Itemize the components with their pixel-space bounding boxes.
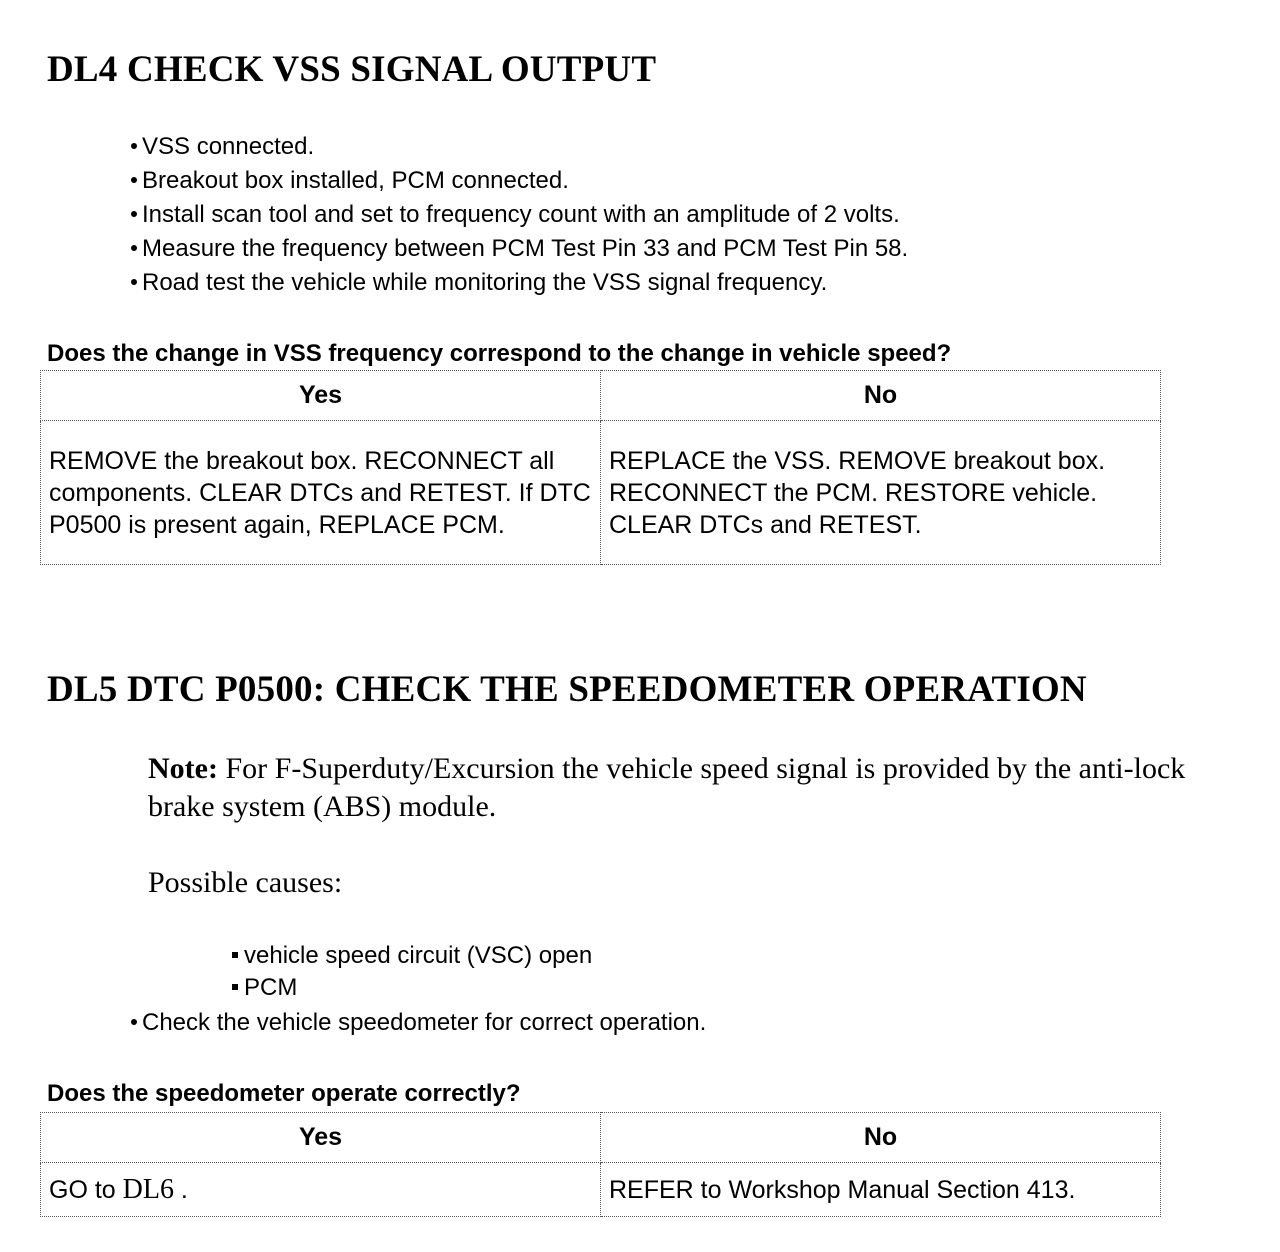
dl6-link[interactable]: DL6 — [122, 1173, 174, 1205]
list-item: Breakout box installed, PCM connected. — [131, 164, 908, 198]
no-action-cell: REFER to Workshop Manual Section 413. — [601, 1163, 1161, 1217]
dl4-heading: DL4 CHECK VSS SIGNAL OUTPUT — [47, 49, 657, 90]
bullet-icon — [131, 1019, 137, 1025]
list-item: PCM — [232, 972, 592, 1004]
yes-action-cell: GO to DL6 . — [41, 1163, 601, 1217]
note-label: Note: — [148, 752, 218, 785]
dl5-question: Does the speedometer operate correctly? — [47, 1080, 521, 1107]
dl4-bullet-list — [131, 130, 908, 300]
dl5-note — [148, 750, 1258, 826]
possible-causes-label: Possible causes: — [148, 866, 343, 899]
note-text: For F-Superduty/Excursion the vehicle speed signal is provided by the anti-lock brake system (ABS) module. — [148, 752, 1186, 823]
no-column-header: No — [601, 1113, 1161, 1163]
list-item: Install scan tool and set to frequency count with an amplitude of 2 volts. — [131, 198, 908, 232]
dl4-answer-table — [40, 370, 1161, 565]
no-column-header: No — [601, 371, 1161, 421]
bullet-icon — [131, 211, 137, 217]
list-item: Measure the frequency between PCM Test Pin 33 and PCM Test Pin 58. — [131, 232, 908, 266]
list-item: Check the vehicle speedometer for correct operation. — [131, 1006, 706, 1040]
yes-column-header: Yes — [41, 1113, 601, 1163]
causes-list — [232, 940, 592, 1004]
no-action-cell: REPLACE the VSS. REMOVE breakout box. RECONNECT the PCM. RESTORE vehicle. CLEAR DTCs and RETEST. — [601, 421, 1161, 565]
bullet-icon — [131, 279, 137, 285]
dl4-question: Does the change in VSS frequency correspond to the change in vehicle speed? — [47, 340, 952, 367]
yes-action-cell: REMOVE the breakout box. RECONNECT all components. CLEAR DTCs and RETEST. If DTC P0500 is present again, REPLACE PCM. — [41, 421, 601, 565]
bullet-icon — [131, 143, 137, 149]
list-item: Road test the vehicle while monitoring the VSS signal frequency. — [131, 266, 908, 300]
square-bullet-icon — [232, 952, 238, 958]
yes-column-header: Yes — [41, 371, 601, 421]
square-bullet-icon — [232, 984, 238, 990]
bullet-icon — [131, 177, 137, 183]
dl5-heading: DL5 DTC P0500: CHECK THE SPEEDOMETER OPERATION — [47, 669, 1087, 710]
check-bullet-list — [131, 1006, 706, 1040]
dl5-answer-table — [40, 1112, 1161, 1217]
list-item: vehicle speed circuit (VSC) open — [232, 940, 592, 972]
bullet-icon — [131, 245, 137, 251]
list-item: VSS connected. — [131, 130, 908, 164]
